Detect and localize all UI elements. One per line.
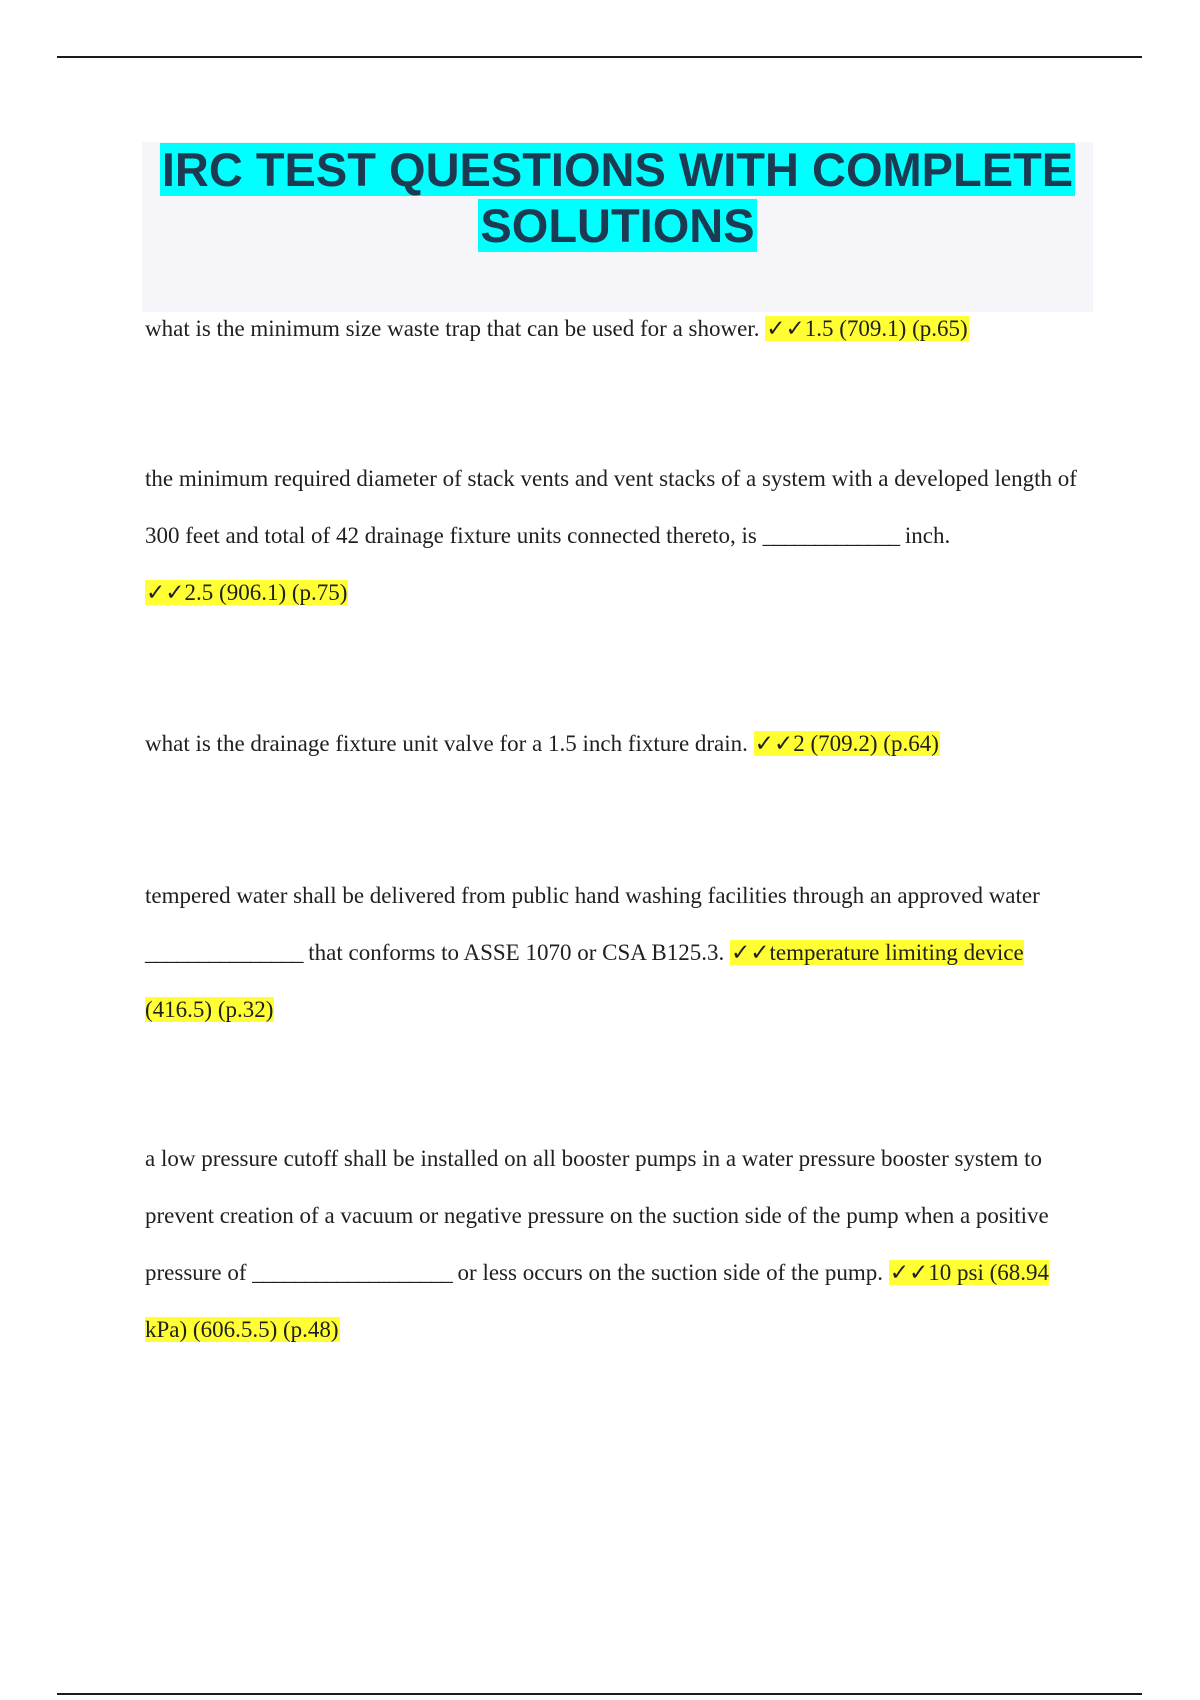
question-text-continued: that conforms to ASSE 1070 or CSA B125.3. [308,940,725,965]
question-text-continued: inch. [904,523,951,548]
question-text: tempered water shall be delivered from public hand washing facilities through an approved water [145,883,1040,908]
question-text: the minimum required diameter of stack vents and vent stacks of a system with a developed length of 300 feet and total of 42 drainage fixture units connected thereto, is [145,466,1077,548]
question-text: what is the drainage fixture unit valve for a 1.5 inch fixture drain. [145,731,748,756]
top-rule [57,56,1142,58]
qa-item-4 [145,867,1085,1038]
question-text: what is the minimum size waste trap that can be used for a shower. [145,316,760,341]
answer-highlight: ✓✓2 (709.2) (p.64) [754,731,939,756]
answer-highlight: ✓✓temperature limiting device (416.5) (p.32) [145,940,1024,1022]
answer-highlight: ✓✓2.5 (906.1) (p.75) [146,580,348,605]
question-text: a low pressure cutoff shall be installed on all booster pumps in a water pressure booster system to prevent creation of a vacuum or negative pressure on the suction side of the pump when a positive pressure of [145,1146,1049,1285]
bottom-rule [57,1693,1142,1695]
qa-item-1 [145,300,1085,357]
qa-item-2 [145,450,1085,621]
page-title-line-2: SOLUTIONS [480,199,755,252]
fill-in-blank: ___________________ [252,1260,452,1285]
fill-in-blank: _______________ [145,940,303,965]
page-title-line-1: IRC TEST QUESTIONS WITH COMPLETE [161,143,1074,196]
question-text-continued: or less occurs on the suction side of the pump. [457,1260,883,1285]
title-block [142,142,1093,312]
fill-in-blank: _____________ [762,523,900,548]
answer-highlight: ✓✓10 psi (68.94 kPa) (606.5.5) (p.48) [145,1260,1050,1342]
answer-highlight: ✓✓1.5 (709.1) (p.65) [766,316,968,341]
qa-item-3 [145,715,1085,772]
qa-item-5 [145,1130,1085,1358]
